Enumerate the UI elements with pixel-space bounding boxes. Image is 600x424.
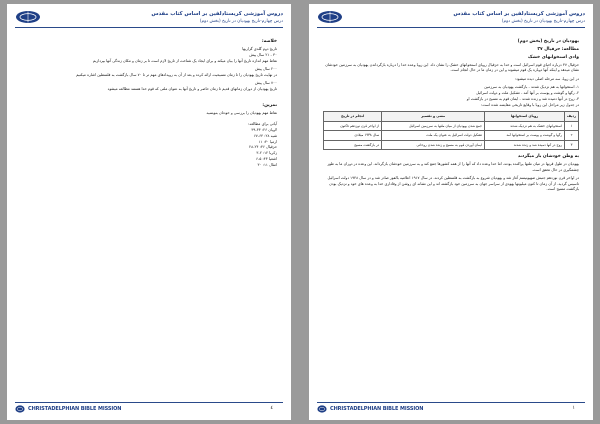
footer-org: CHRISTADELPHIAN BIBLE MISSION bbox=[330, 406, 424, 412]
table-row bbox=[324, 140, 579, 150]
table-intro: در جدول زیر مراحل این رویا با وقایع تاریخی مقایسه شده است: bbox=[481, 102, 579, 107]
note-line: ۷۰۰ سال پیش bbox=[254, 81, 277, 86]
verse-item: حزقیال ۳۶: ۲۴-۲۸ bbox=[249, 145, 277, 150]
paragraph: یهودیان در طول قرنها در میان ملتها پراکنده بودند، اما خدا وعده داد که آنها را از همه کشورها جمع کند و به سرزمین خودشان بازگرداند. این وعده در دوران ما به طور چشمگیری در حال تحقق است. bbox=[327, 162, 579, 172]
homework-intro: نقاط مهم یهودیان را بررسی و خودتان بنویسید bbox=[206, 111, 277, 116]
table-cell: سال ۱۹۴۸ میلادی bbox=[324, 131, 382, 141]
verse-item: ارمیا ۳۰: ۱۱ bbox=[258, 139, 277, 144]
table-cell: از اواخر قرن نوزدهم تاکنون bbox=[324, 121, 382, 131]
note-line: تاریخ یهودیان از دوران زمانهای قدیم تا زمان حاضر و تاریخ آنها به عنوان ملتی که قوم خدا هستند مطالعه میشود bbox=[107, 87, 277, 91]
header-subtitle: درس چهارم-تاریخ یهودیان در تاریخ (بخش دوم) bbox=[501, 19, 585, 24]
bullet-item: ۲- رگها و گوشت و پوست بر آنها آمد - تشکیل ملت و دولت اسرائیل bbox=[476, 91, 579, 96]
table-cell: جمع شدن یهودیان از میان ملتها به سرزمین اسرائیل bbox=[382, 121, 485, 131]
note-line: تاریخ دوم گلدی گزاریها bbox=[242, 47, 277, 51]
note-line: ۳۰ - ۲۱ سال پیش bbox=[249, 52, 277, 57]
right-page-content bbox=[323, 36, 579, 392]
lesson-title: یهودیان در تاریخ (بخش دوم) bbox=[517, 39, 579, 44]
page-header bbox=[317, 10, 585, 28]
table-cell: رگها و گوشت و پوست بر استخوانها آمد bbox=[485, 131, 565, 141]
header-subtitle: درس چهارم-تاریخ یهودیان در تاریخ (بخش دوم) bbox=[199, 19, 283, 24]
verse-item: اشعیا ۴۳: ۵-۶ bbox=[255, 156, 277, 161]
verses-heading: آیاتی برای مطالعه: bbox=[248, 122, 277, 127]
table-cell: ۱ bbox=[564, 121, 578, 131]
mission-logo-icon bbox=[317, 10, 343, 24]
table-row bbox=[324, 121, 579, 131]
paragraph: در این رویا، سه مرحله اصلی دیده میشود: bbox=[514, 76, 579, 81]
header-title: دروس آموزشی کریستادلفین بر اساس کتاب مقدس bbox=[453, 11, 585, 17]
table-cell: ۳ bbox=[564, 140, 578, 150]
mission-logo-icon bbox=[317, 405, 327, 413]
page-number: ٤ bbox=[270, 405, 273, 411]
page-footer bbox=[15, 402, 283, 414]
homework-heading: تمرین: bbox=[262, 103, 277, 109]
table-header-cell: رویای استخوانها bbox=[485, 112, 565, 122]
right-page bbox=[309, 4, 593, 420]
table-header-cell: معنی و تفسیر bbox=[382, 112, 485, 122]
table-cell: در بازگشت مسیح bbox=[324, 140, 382, 150]
table-cell: ۲ bbox=[564, 131, 578, 141]
page-number: ۱ bbox=[572, 405, 575, 411]
notes-heading: خلاصه: bbox=[261, 39, 277, 44]
verse-item: تثنیه ۲۸: ۶۴-۶۷ bbox=[253, 133, 277, 138]
verse-item: امثال ۱۱: ۳۰ bbox=[257, 162, 277, 167]
note-line: نقاط مهم اندازه تاریخ آنها را بیان میکند و برای ایجاد یک شناخت از تاریخ لازم است تا بر زمان و مکان زندگی آنها بپردازیم bbox=[92, 58, 277, 63]
mission-logo-icon bbox=[15, 10, 41, 24]
verse-item: زکریا ۱۲: ۲-۳ bbox=[256, 151, 277, 156]
footer-org: CHRISTADELPHIAN BIBLE MISSION bbox=[28, 406, 122, 412]
note-line: در نهایت تاریخ یهودیان را تا زمان مسیحیت ارائه کرده و بعد از آن به رویدادهای مهم تر تا ۷۰ سال بازگشت به فلسطین اشاره میکنیم bbox=[76, 72, 277, 77]
table-cell: تشکیل دولت اسرائیل به عنوان یک ملت bbox=[382, 131, 485, 141]
table-cell: استخوانهای خشک به هم نزدیک شدند bbox=[485, 121, 565, 131]
table-cell: روح در آنها دمیده شد و زنده شدند bbox=[485, 140, 565, 150]
page-header bbox=[15, 10, 283, 28]
section-heading: وادی استخوانهای خشک bbox=[528, 55, 579, 60]
table-header-row bbox=[324, 112, 579, 122]
paragraph: حزقیال ۳۷ درباره احیای قوم اسرائیل است و خدا به حزقیال رویای استخوانهای خشک را نشان داد. این رویا وعده خدا را درباره بازگرداندن یهودیان به سرزمین خودشان نشان میدهد و اینکه آنها دوباره یک قوم میشوند و این در زمان ما در حال انجام است. bbox=[325, 63, 579, 73]
paragraph: در اواخر قرن نوزدهم جنبش صهیونیسم آغاز شد و یهودیان شروع به بازگشت به فلسطین کردند. در سال ۱۹۱۷ اعلامیه بالفور صادر شد و در سال ۱۹۴۸ دولت اسرائیل تاسیس گردید. از آن زمان تا کنون میلیونها یهودی از سراسر جهان به سرزمین خود بازگشته اند و این نشانه ای روشن از وفاداری خدا به وعده های خود و نزدیک بودن بازگشت مسیح است. bbox=[327, 176, 579, 192]
table-cell: ایمان آوردن قوم به مسیح و زنده شدن روحانی bbox=[382, 140, 485, 150]
passage-label: مطالعه: حزقیال ۳۷ bbox=[537, 47, 579, 52]
table-header-cell: ردیف bbox=[564, 112, 578, 122]
bullet-item: ۱- استخوانها به هم نزدیک شدند - بازگشت یهودیان به سرزمین bbox=[484, 85, 579, 90]
table-header-cell: انجام در تاریخ bbox=[324, 112, 382, 122]
table-row bbox=[324, 131, 579, 141]
page-footer bbox=[317, 402, 585, 414]
bullet-item: ۳- روح در آنها دمیده شد و زنده شدند - ایمان قوم به مسیح در بازگشت او bbox=[466, 96, 579, 101]
section-heading: به وطن خودشان باز میگردند bbox=[517, 154, 579, 160]
mission-logo-icon bbox=[15, 405, 25, 413]
header-title: دروس آموزشی کریستادلفین بر اساس کتاب مقدس bbox=[151, 11, 283, 17]
left-page-content bbox=[21, 36, 277, 392]
left-page bbox=[7, 4, 291, 420]
verse-item: لاویان ۲۶: ۳۳-۳۹ bbox=[251, 128, 277, 132]
history-table bbox=[323, 111, 579, 150]
note-line: ۲۰۰ سال پیش bbox=[254, 67, 277, 71]
